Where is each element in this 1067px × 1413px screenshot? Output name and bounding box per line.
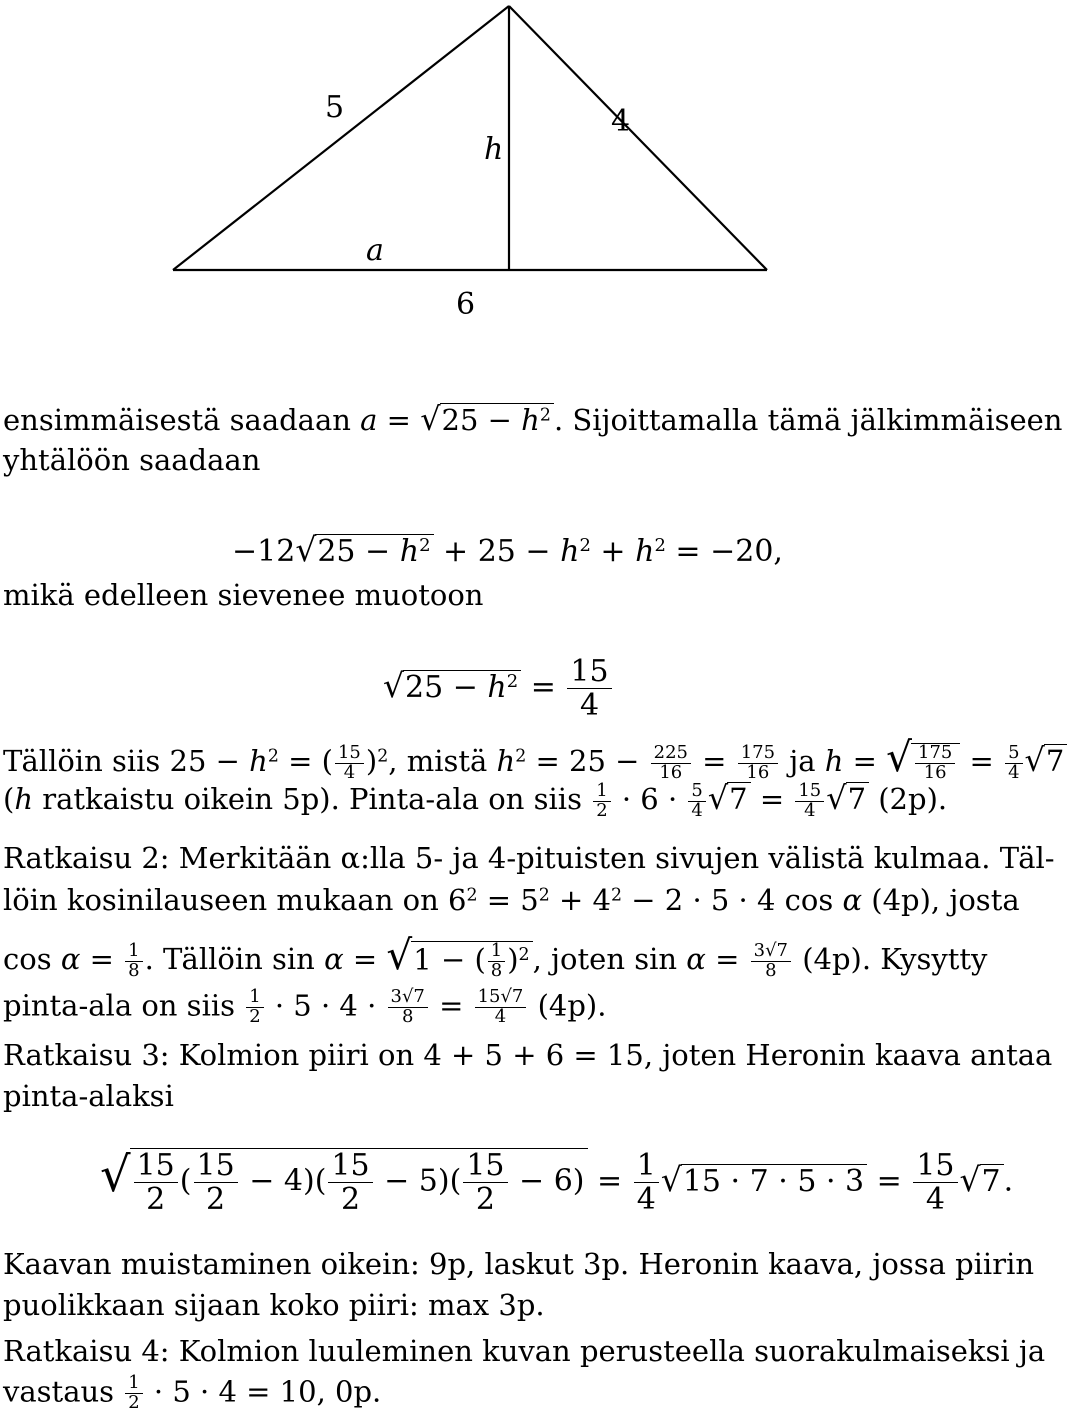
text-line-3: mikä edelleen sievenee muotoon — [3, 578, 484, 612]
text-line-9: pinta-ala on siis $\frac{1}{2}$ · 5 · 4 · $\frac{3√7}{8}$ = $\frac{15√7}{4}$ (4p). — [3, 986, 607, 1027]
text-line-6: Ratkaisu 2: Merkitään α:lla 5- ja 4-pituisten sivujen välistä kulmaa. Täl- — [3, 841, 1055, 875]
label-side-right: 4 — [611, 104, 631, 139]
text-line-4: Tällöin siis $25 - h^2$ = ( $\frac{15}{4}$ )$^2$, mistä $h^2 = 25$ − $\frac{225}{16}$ = $\frac{175}{16}$ ja h = √ $\frac{175}{16}$ = $\frac{5}{4}$ √7 — [3, 740, 1067, 782]
label-height: h — [484, 132, 504, 167]
label-side-left: 5 — [325, 90, 345, 125]
triangle-figure — [0, 0, 960, 330]
triangle-side-right — [509, 6, 767, 270]
equation-simplified: $√25 - h^2$ = $\frac{15}{4}$ — [383, 655, 614, 722]
label-segment: a — [366, 233, 384, 268]
text-line-13: puolikkaan sijaan koko piiri: max 3p. — [3, 1288, 545, 1322]
text-line-5: (h ratkaistu oikein 5p). Pinta-ala on siis $\frac{1}{2}$ · 6 · $\frac{5}{4}$ √7 = $\frac{15}{4}$ √7 (2p). — [3, 779, 948, 821]
label-base: 6 — [456, 287, 476, 322]
equation-substitution: $-12√25 - h^2 + 25 - h^2 + h^2 = -20$, — [232, 530, 783, 569]
text-line-7: löin kosinilauseen mukaan on $6^2 = 5^2 + 4^2 - 2 \cdot 5 \cdot 4$ cos α (4p), josta — [3, 883, 1020, 917]
text-line-8: cos α = $\frac{1}{8}$ . Tällöin sin α = √1 − ( $\frac{1}{8}$ )$^2$ , joten sin α = $\frac{3√7}{8}$ (4p). Kysytty — [3, 931, 988, 981]
text-line-10: Ratkaisu 3: Kolmion piiri on 4 + 5 + 6 = 15, joten Heronin kaava antaa — [3, 1038, 1053, 1072]
text-line-11: pinta-alaksi — [3, 1079, 174, 1113]
text-line-1: ensimmäisestä saadaan $a = √25 - h^2$ . Sijoittamalla tämä jälkimmäiseen — [3, 400, 1063, 438]
text-line-15: vastaus $\frac{1}{2}$ · 5 · 4 = 10, 0p. — [3, 1372, 382, 1413]
text-line-2: yhtälöön saadaan — [3, 443, 261, 477]
triangle-side-left — [173, 6, 509, 270]
text-line-14: Ratkaisu 4: Kolmion luuleminen kuvan perusteella suorakulmaiseksi ja — [3, 1334, 1046, 1368]
text-line-12: Kaavan muistaminen oikein: 9p, laskut 3p. Heronin kaava, jossa piirin — [3, 1247, 1035, 1281]
equation-heron: √ $\frac{15}{2}$ ( $\frac{15}{2}$ − 4)( $\frac{15}{2}$ − 5)( $\frac{15}{2}$ − 6) = $\frac{1}{4}$ √15 · 7 · 5 · 3 = $\frac{15}{4}$ √7 . — [100, 1146, 1014, 1217]
